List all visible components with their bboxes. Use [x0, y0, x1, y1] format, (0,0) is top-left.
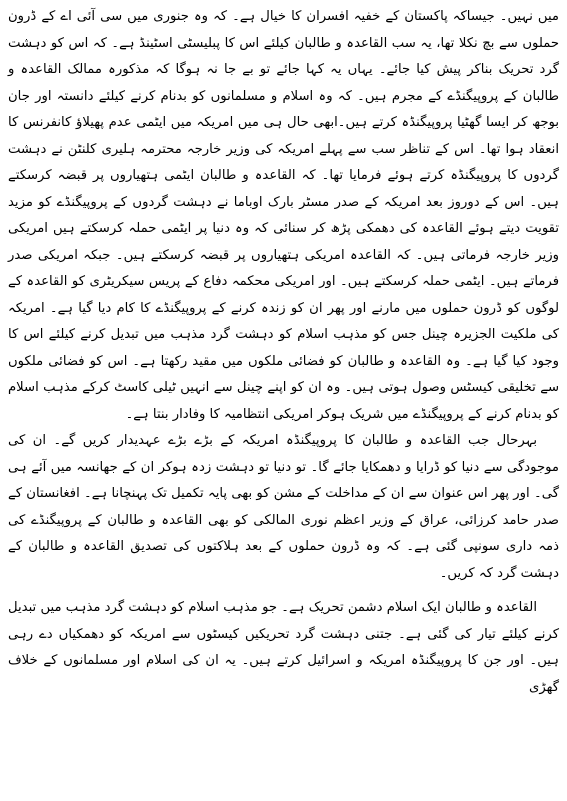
paragraph-2: بہرحال جب القاعدہ و طالبان کا پروپیگنڈہ امریکہ کے بڑے بڑے عہدیدار کریں گے۔ ان کی موجودگی سے دنیا کو ڈرایا و دھمکایا جائے گا۔ تو دنیا تو دہشت زدہ ہوکر ان کے جھانسہ میں آئے ہی گی۔ اور پھر اس عنوان سے ان کے مداخلت کے مشن کو بھی پایہ تکمیل تک پہنچانا ہے۔ افغانستان کے صدر حامد کرزائی، عراق کے وزیر اعظم نوری المالکی کو بھی القاعدہ و طالبان کے پروپیگنڈے کی ذمہ داری سونپی گئی ہے۔ کہ وہ ڈرون حملوں کے بعد ہلاکتوں کی تصدیق القاعدہ و طالبان کے دہشت گرد کہ کریں۔: [8, 433, 559, 581]
paragraph-3: القاعدہ و طالبان ایک اسلام دشمن تحریک ہے۔ جو مذہب اسلام کو دہشت گرد مذہب میں تبدیل کرنے کیلئے تیار کی گئی ہے۔ جتنی دہشت گرد تحریکیں کیسٹوں سے امریکہ کو دھمکیاں دے رہی ہیں۔ اور جن کا پروپیگنڈہ امریکہ و اسرائیل کرتے ہیں۔ یہ ان کی اسلام اور مسلمانوں کے خلاف گھڑی: [8, 600, 559, 695]
paragraph-1: میں نہیں۔ جیساکہ پاکستان کے خفیہ افسران کا خیال ہے۔ کہ وہ جنوری میں سی آئی اے کے ڈرون حملوں سے بچ نکلا تھا، یہ سب القاعدہ و طالبان کیلئے اس کا پبلیسٹی اسٹینڈ ہے۔ کہ اس کو دہشت گرد تحریک بناکر پیش کیا جائے۔ یہاں یہ کہا جائے تو بے جا نہ ہوگا کہ مذکورہ ممالک القاعدہ و طالبان کے پروپیگنڈے کے مجرم ہیں۔ کہ وہ اسلام و مسلمانوں کو بدنام کرنے کیلئے دانستہ اور جان بوجھ کر ایسا گھٹیا پروپیگنڈہ کرتے ہیں۔ابھی حال ہی میں امریکہ میں ایٹمی عدم پھیلاؤ کانفرنس کا انعقاد ہوا تھا۔ اس کے تناظر سب سے پہلے امریکہ کی وزیر خارجہ محترمہ ہلیری کلنٹن نے دہشت گردوں کا پروپیگنڈہ کرتے ہوئے فرمایا تھا۔ کہ القاعدہ و طالبان ایٹمی ہتھیاروں پر قبضہ کرسکتے ہیں۔ اس کے دوروز بعد امریکہ کے صدر مسٹر بارک اوباما نے دہشت گردوں کے پروپیگنڈے کو مزید تقویت دیتے ہوئے القاعدہ کی دھمکی پڑھ کر سنائی کہ وہ دنیا پر ایٹمی حملہ کرسکتے ہیں امریکی وزیر خارجہ فرماتی ہیں۔ کہ القاعدہ امریکی ہتھیاروں پر قبضہ کرسکتے ہیں۔ جبکہ امریکی صدر فرماتے ہیں۔ ایٹمی حملہ کرسکتے ہیں۔ اور امریکی محکمہ دفاع کے پریس سیکریٹری کو القاعدہ کے لوگوں کو ڈرون حملوں میں مارنے اور پھر ان کو زندہ کرنے کے پروپیگنڈے کا کام دیا گیا ہے۔ امریکہ کی ملکیت الجزیرہ چینل جس کو مذہب اسلام کو دہشت گرد مذہب میں تبدیل کرنے کیلئے اس کا وجود کیا گیا ہے۔ وہ القاعدہ و طالبان کو فضائی ملکوں میں مقید رکھتا ہے۔ اس کو فضائی ملکوں سے تخلیقی کیسٹس وصول ہوتی ہیں۔ وہ ان کو اپنے چینل سے انہیں ٹیلی کاسٹ کرکے مذہب اسلام کو بدنام کرنے کے پروپیگنڈے میں شریک ہوکر امریکی انتظامیہ کا وفادار بنتا ہے۔: [8, 9, 559, 422]
